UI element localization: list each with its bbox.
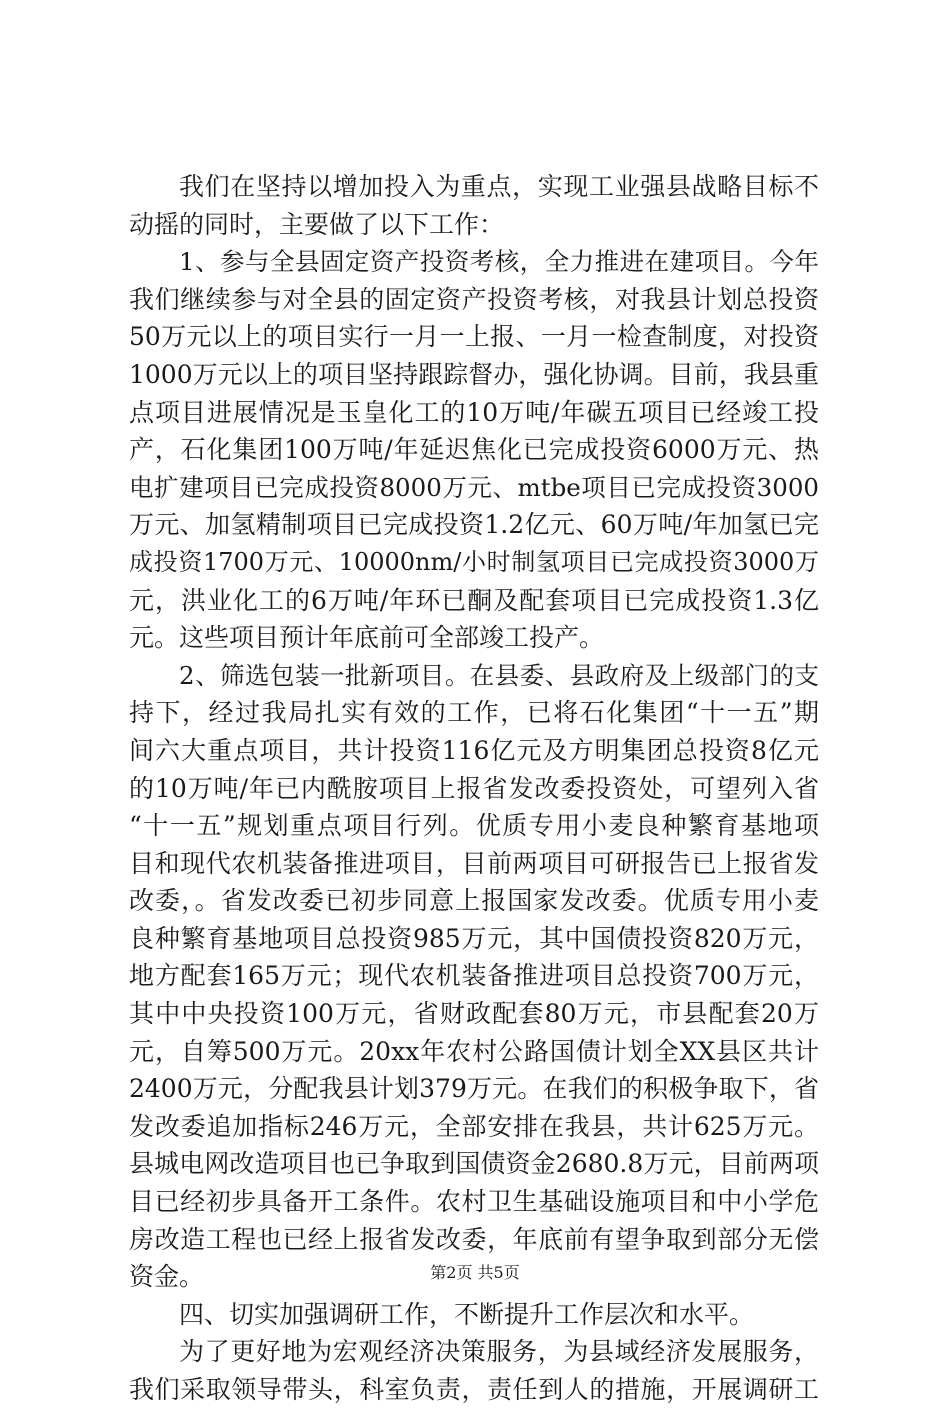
text-line: 良种繁育基地项目总投资985万元，其中国债投资820万元， bbox=[129, 923, 819, 953]
text-line: 2、筛选包装一批新项目。在县委、县政府及上级部门的支 bbox=[179, 660, 819, 690]
text-line: “十一五”规划重点项目行列。优质专用小麦良种繁育基地项 bbox=[129, 811, 819, 841]
text-line: 目和现代农机装备推进项目，目前两项目可研报告已上报省发 bbox=[129, 848, 819, 878]
text-line: 元，自筹500万元。20xx年农村公路国债计划全XX县区共计 bbox=[129, 1036, 819, 1066]
text-line: 房改造工程也已经上报省发改委，年底前有望争取到部分无偿 bbox=[129, 1224, 819, 1254]
page-footer: 第2页 共5页 bbox=[430, 1263, 520, 1282]
text-line: 间六大重点项目，共计投资116亿元及方明集团总投资8亿元 bbox=[129, 735, 819, 765]
text-line: 持下，经过我局扎实有效的工作，已将石化集团“十一五”期 bbox=[129, 698, 819, 728]
text-line: 产，石化集团100万吨/年延迟焦化已完成投资6000万元、热 bbox=[129, 435, 819, 465]
text-line: 成投资1700万元、10000nm/小时制氢项目已完成投资3000万 bbox=[129, 547, 819, 576]
text-line: 1000万元以上的项目坚持跟踪督办，强化协调。目前，我县重 bbox=[129, 359, 819, 389]
document-body bbox=[129, 168, 819, 1409]
text-line: 我们在坚持以增加投入为重点，实现工业强县战略目标不 bbox=[179, 172, 819, 201]
text-line: 点项目进展情况是玉皇化工的10万吨/年碳五项目已经竣工投 bbox=[129, 397, 819, 427]
text-line: 元。这些项目预计年底前可全部竣工投产。 bbox=[129, 623, 605, 653]
text-line: 我们继续参与对全县的固定资产投资考核，对我县计划总投资 bbox=[129, 284, 819, 314]
text-line: 发改委追加指标246万元，全部安排在我县，共计625万元。 bbox=[129, 1111, 819, 1141]
text-line: 资金。 bbox=[129, 1262, 205, 1292]
text-line: 为了更好地为宏观经济决策服务，为县域经济发展服务， bbox=[179, 1337, 819, 1367]
text-line: 县城电网改造项目也已争取到国债资金2680.8万元，目前两项 bbox=[129, 1149, 819, 1179]
text-line: 电扩建项目已完成投资8000万元、mtbe项目已完成投资3000 bbox=[129, 472, 819, 502]
text-line: 四、切实加强调研工作，不断提升工作层次和水平。 bbox=[179, 1299, 755, 1329]
text-line: 万元、加氢精制项目已完成投资1.2亿元、60万吨/年加氢已完 bbox=[129, 510, 819, 540]
text-line: 目已经初步具备开工条件。农村卫生基础设施项目和中小学危 bbox=[129, 1187, 819, 1217]
text-line: 动摇的同时，主要做了以下工作： bbox=[129, 209, 505, 239]
text-line: 其中中央投资100万元，省财政配套80万元，市县配套20万 bbox=[129, 999, 819, 1029]
text-line: 2400万元，分配我县计划379万元。在我们的积极争取下，省 bbox=[129, 1074, 819, 1104]
text-line: 改委，。省发改委已初步同意上报国家发改委。优质专用小麦 bbox=[129, 886, 819, 916]
text-line: 元，洪业化工的6万吨/年环已酮及配套项目已完成投资1.3亿 bbox=[129, 585, 819, 615]
text-line: 的10万吨/年已内酰胺项目上报省发改委投资处，可望列入省 bbox=[129, 773, 819, 803]
text-line: 我们采取领导带头，科室负责，责任到人的措施，开展调研工 bbox=[129, 1375, 819, 1404]
text-line: 1、参与全县固定资产投资考核，全力推进在建项目。今年 bbox=[179, 247, 819, 277]
text-line: 50万元以上的项目实行一月一上报、一月一检查制度，对投资 bbox=[129, 322, 819, 352]
text-line: 地方配套165万元；现代农机装备推进项目总投资700万元， bbox=[129, 961, 819, 991]
